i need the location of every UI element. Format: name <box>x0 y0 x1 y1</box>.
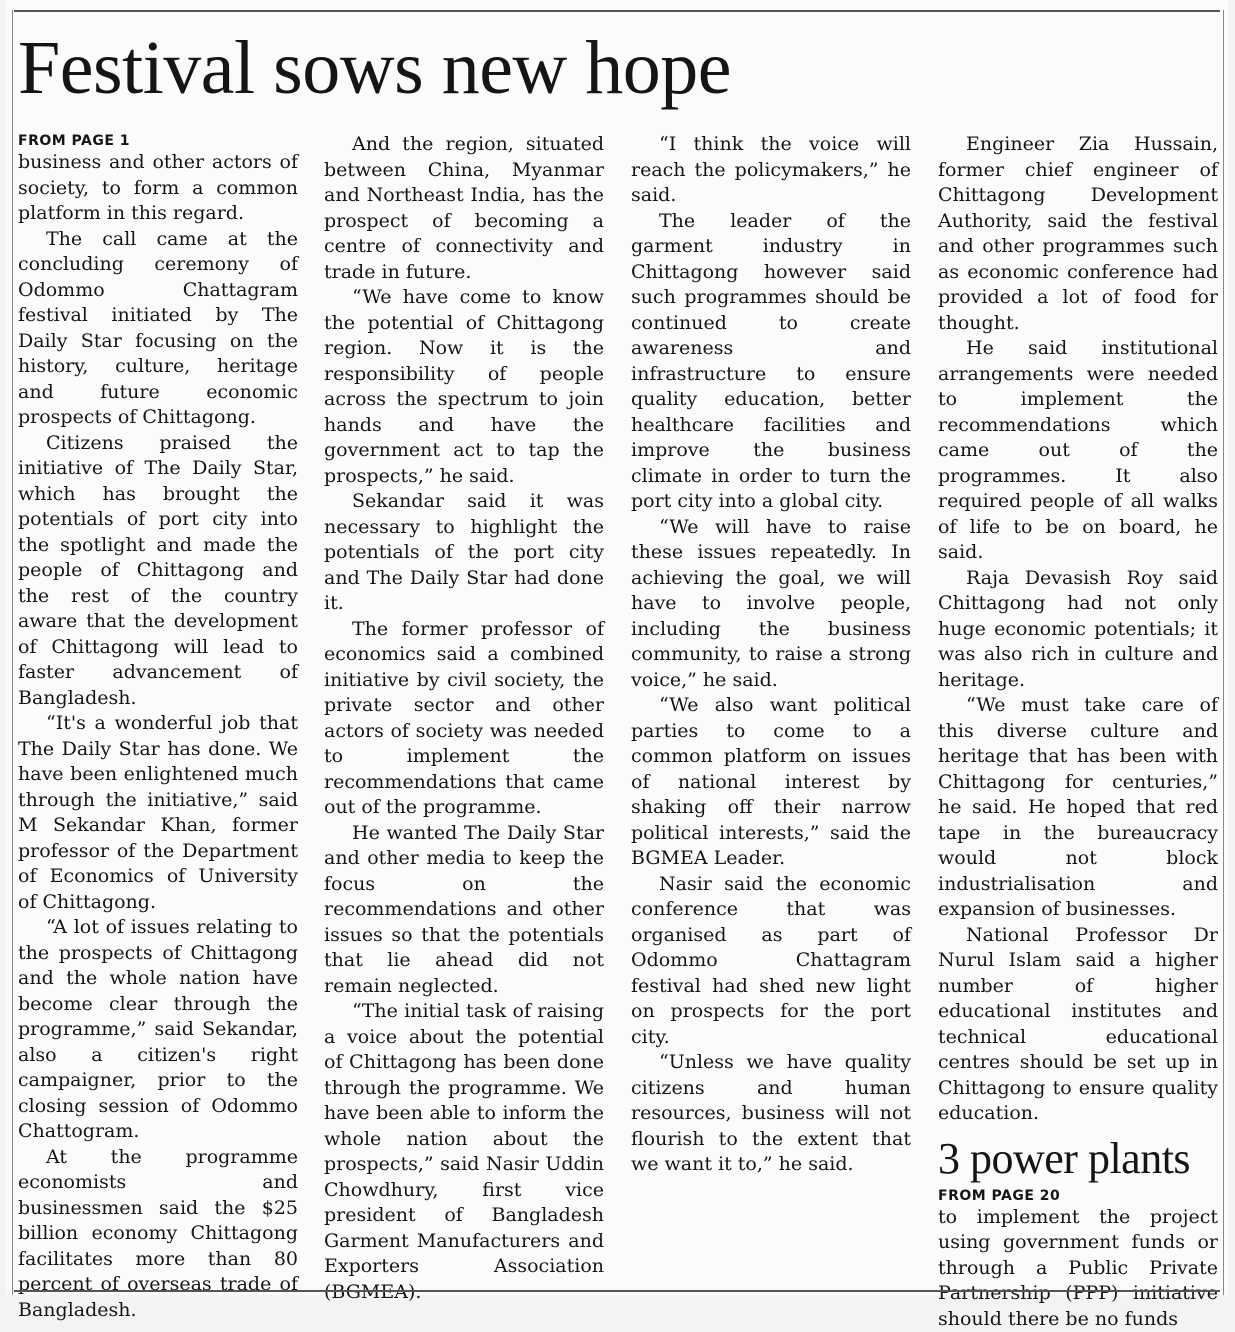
article-paragraph: “The initial task of raising a voice about the potential of Chittagong has been done through the programme. We have been able to inform the whole nation about the prospects,” said Nasir Uddin Chowdhury, first vice president of Bangladesh Garment Manufacturers and Exporters Association (BGMEA). <box>324 999 604 1305</box>
article-headline: Festival sows new hope <box>18 30 731 106</box>
article-paragraph: Raja Devasish Roy said Chittagong had not only huge economic potentials; it was also rich in culture and heritage. <box>938 566 1218 694</box>
article-paragraph: Sekandar said it was necessary to highlight the potentials of the port city and The Daily Star had done it. <box>324 489 604 617</box>
bottom-rule <box>14 1290 1220 1292</box>
top-rule <box>14 10 1220 12</box>
article-paragraph: National Professor Dr Nurul Islam said a higher number of higher educational institutes and technical educational centres should be set up in Chittagong to ensure quality education. <box>938 923 1218 1127</box>
secondary-paragraph: to implement the project using government funds or through a Public Private Partnership (PPP) initiative should there be no funds <box>938 1205 1218 1332</box>
article-paragraph: He wanted The Daily Star and other media to keep the focus on the recommendations and other issues so that the potentials that lie ahead did not remain neglected. <box>324 821 604 1000</box>
article-paragraph: “We also want political parties to come to a common platform on issues of national interest by shaking off their narrow political interests,” said the BGMEA Leader. <box>631 693 911 872</box>
newspaper-page <box>6 0 1228 1295</box>
article-paragraph: business and other actors of society, to form a common platform in this regard. <box>18 150 298 227</box>
article-paragraph: At the programme economists and businessmen said the $25 billion economy Chittagong facilitates more than 80 percent of overseas trade of Bangladesh. <box>18 1145 298 1324</box>
article-paragraph: Engineer Zia Hussain, former chief engineer of Chittagong Development Authority, said the festival and other programmes such as economic conference had provided a lot of food for thought. <box>938 132 1218 336</box>
article-paragraph: Citizens praised the initiative of The Daily Star, which has brought the potentials of port city into the spotlight and made the people of Chittagong and the rest of the country aware that the development of Chittagong will lead to faster advancement of Bangladesh. <box>18 431 298 712</box>
right-rule <box>1223 10 1224 1295</box>
article-paragraph: He said institutional arrangements were needed to implement the recommendations which came out of the programmes. It also required people of all walks of life to be on board, he said. <box>938 336 1218 566</box>
article-paragraph: “We have come to know the potential of Chittagong region. Now it is the responsibility of people across the spectrum to join hands and have the government act to tap the prospects,” he said. <box>324 285 604 489</box>
article-paragraph: And the region, situated between China, Myanmar and Northeast India, has the prospect of becoming a centre of connectivity and trade in future. <box>324 132 604 285</box>
article-column-1 <box>18 132 298 1278</box>
article-paragraph: “It's a wonderful job that The Daily Star has done. We have been enlightened much through the initiative,” said M Sekandar Khan, former professor of the Department of Economics of University of Chittagong. <box>18 711 298 915</box>
article-paragraph: “Unless we have quality citizens and human resources, business will not flourish to the extent that we want it to,” he said. <box>631 1050 911 1178</box>
article-paragraph: “I think the voice will reach the policymakers,” he said. <box>631 132 911 209</box>
article-paragraph: The leader of the garment industry in Chittagong however said such programmes should be continued to create awareness and infrastructure to ensure quality education, better healthcare facilities and improve the business climate in order to turn the port city into a global city. <box>631 209 911 515</box>
article-column-3 <box>631 132 911 1278</box>
article-paragraph: “We must take care of this diverse culture and heritage that has been with Chittagong for centuries,” he said. He hoped that red tape in the bureaucracy would not block industrialisation and expansion of businesses. <box>938 693 1218 923</box>
article-paragraph: The call came at the concluding ceremony of Odommo Chattagram festival initiated by The Daily Star focusing on the history, culture, heritage and future economic prospects of Chittagong. <box>18 227 298 431</box>
article-column-4 <box>938 132 1218 1278</box>
article-paragraph: “A lot of issues relating to the prospects of Chittagong and the whole nation have become clear through the programme,” said Sekandar, also a citizen's right campaigner, prior to the closing session of Odommo Chattogram. <box>18 915 298 1145</box>
jump-kicker: FROM PAGE 1 <box>18 132 298 150</box>
jump-kicker-secondary: FROM PAGE 20 <box>938 1187 1218 1205</box>
article-paragraph: “We will have to raise these issues repeatedly. In achieving the goal, we will have to involve people, including the business community, to raise a strong voice,” he said. <box>631 515 911 694</box>
left-rule <box>12 10 13 1295</box>
article-paragraph: Nasir said the economic conference that was organised as part of Odommo Chattagram festival had shed new light on prospects for the port city. <box>631 872 911 1051</box>
article-paragraph: The former professor of economics said a combined initiative by civil society, the private sector and other actors of society was needed to implement the recommendations that came out of the programme. <box>324 617 604 821</box>
article-column-2 <box>324 132 604 1278</box>
secondary-headline: 3 power plants <box>938 1133 1218 1185</box>
